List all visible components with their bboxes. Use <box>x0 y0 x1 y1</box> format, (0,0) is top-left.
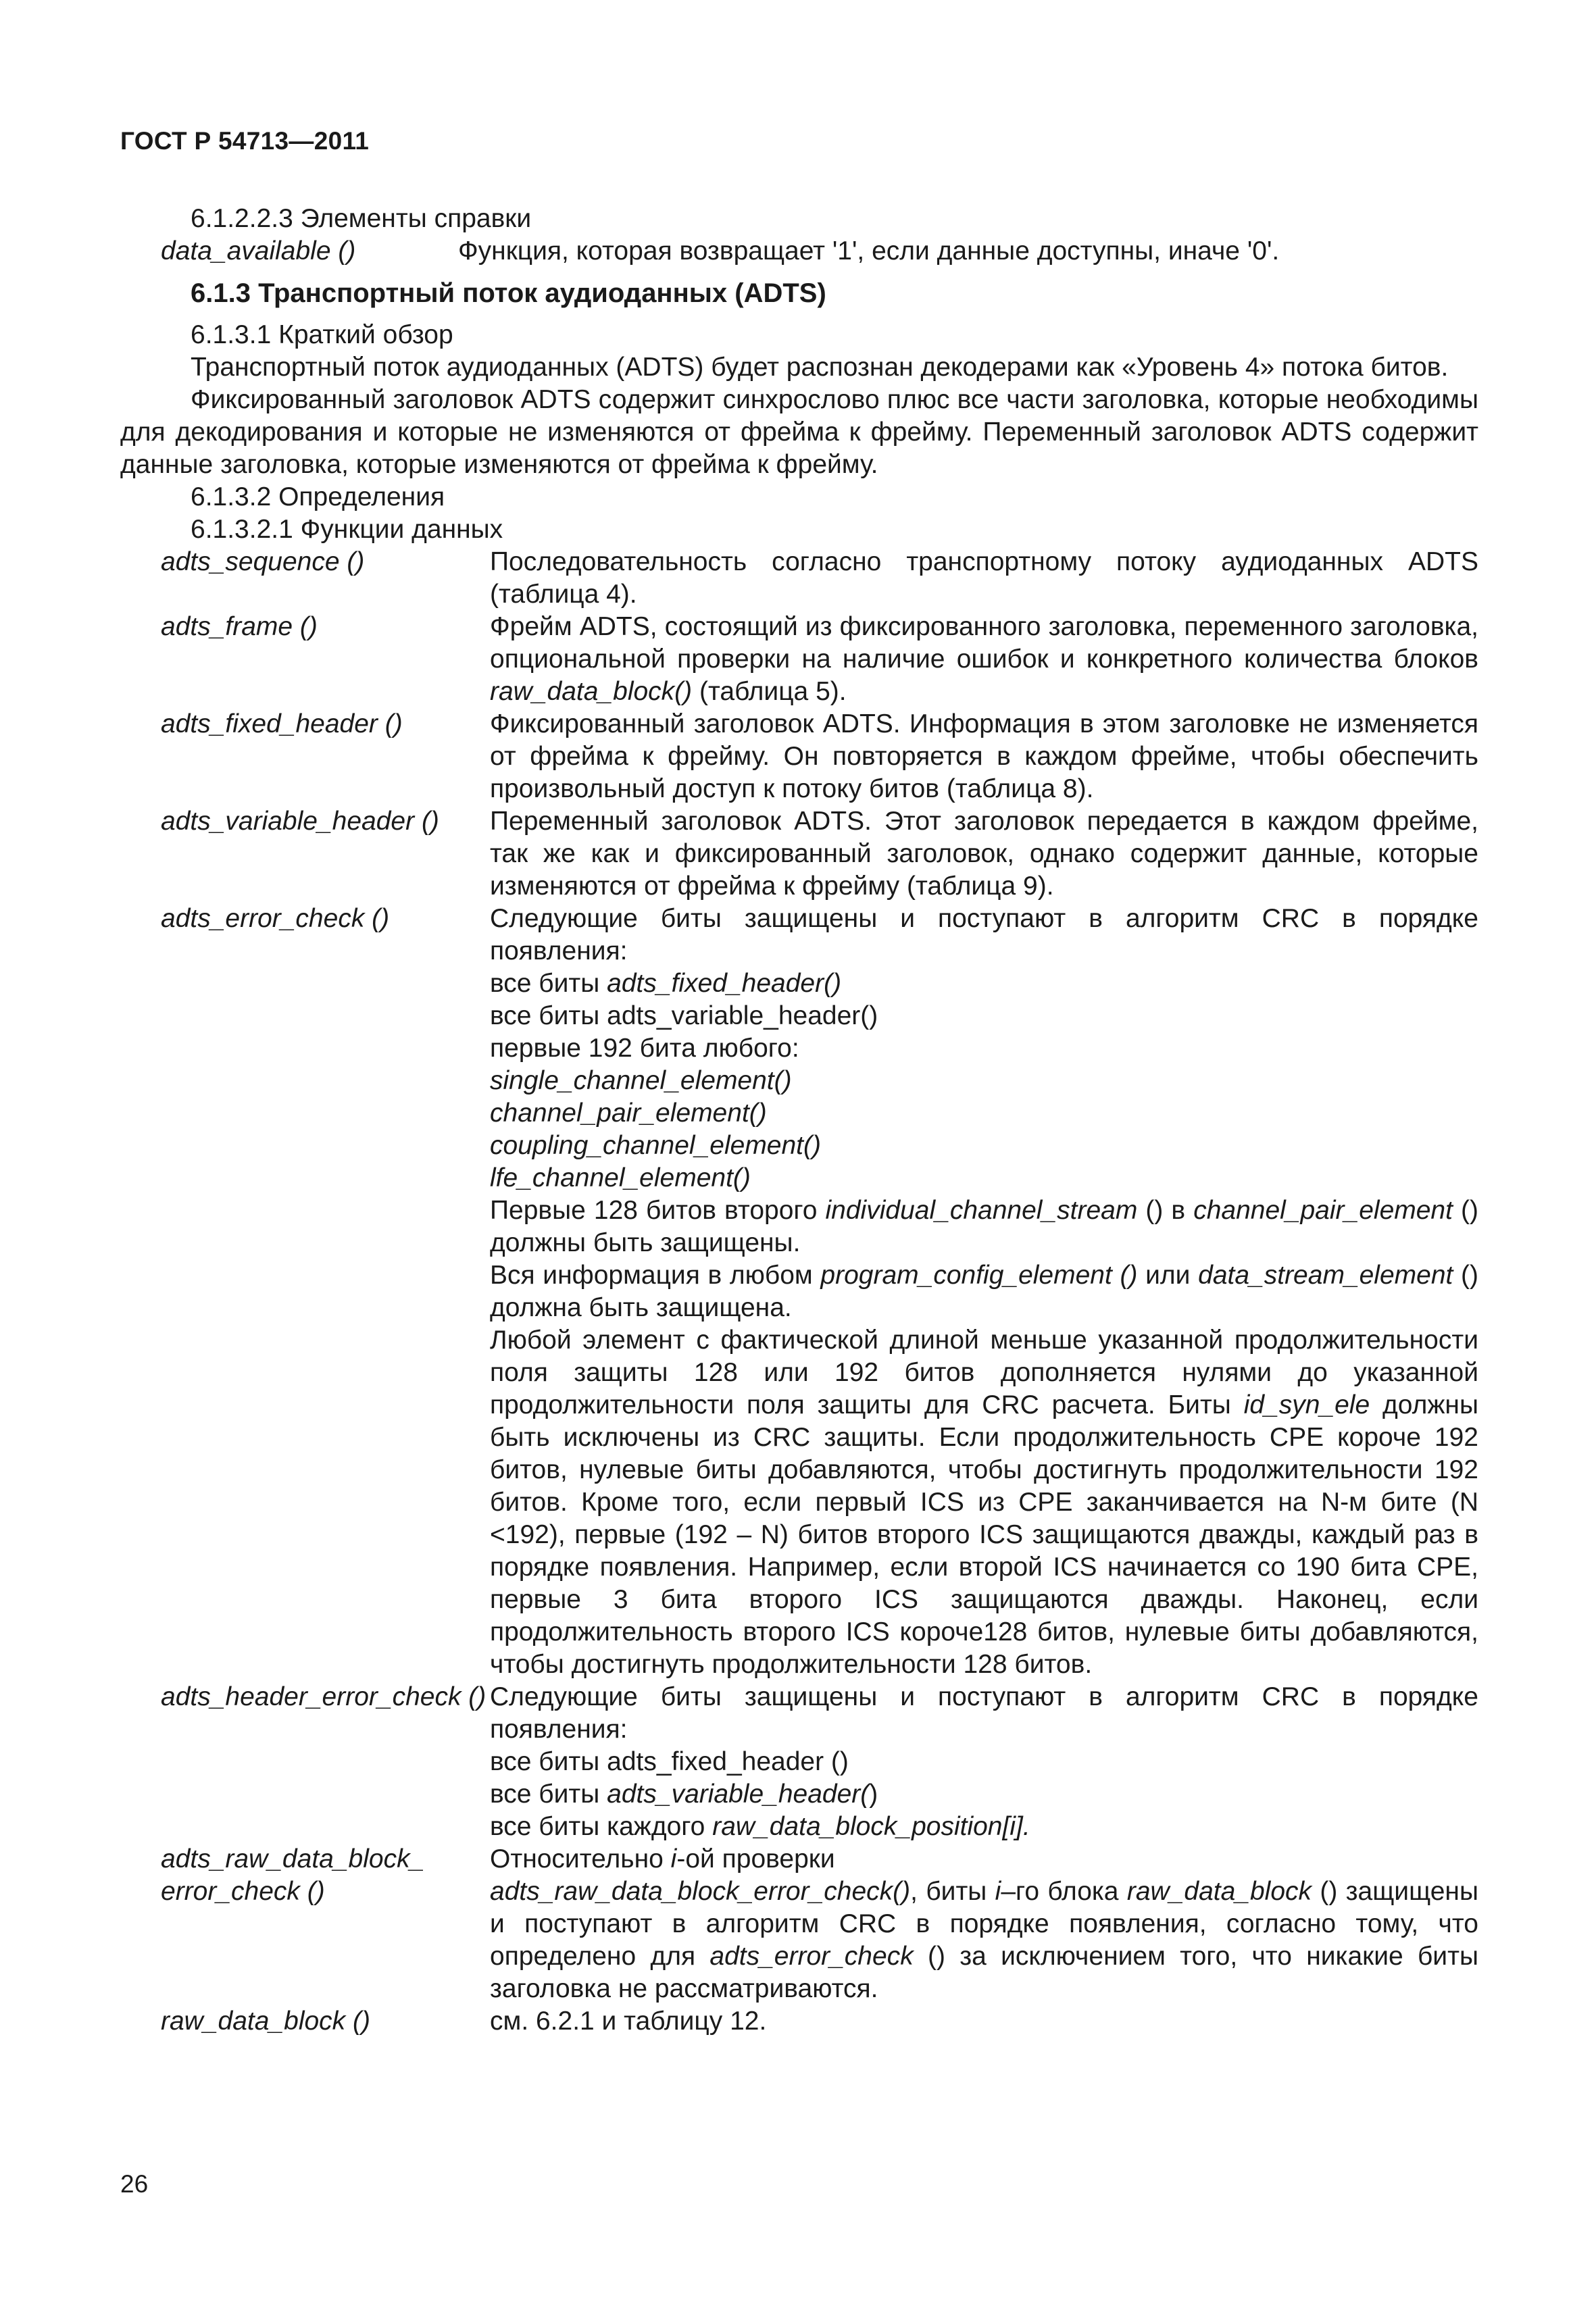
desc-italic: adts_error_check <box>709 1942 914 1971</box>
definition-description <box>490 611 1478 708</box>
desc-text: () должна быть защищена. <box>490 1261 1479 1322</box>
definition-term: adts_sequence () <box>161 547 365 576</box>
desc-italic: id_syn_ele <box>1243 1390 1370 1419</box>
desc-text: Вся информация в любом <box>490 1261 821 1290</box>
desc-italic: i <box>995 1877 1001 1906</box>
section-heading-61223: 6.1.2.2.3 Элементы справки <box>191 204 532 233</box>
definition-description: Переменный заголовок ADTS. Этот заголовок передается в каждом фрейме, так же как и фиксированный заголовок, однако содержит данные, которые изменяются от фрейма к фрейму (таблица 9). <box>490 807 1478 901</box>
definition-term: adts_error_check () <box>161 904 390 933</box>
definition-adts-sequence <box>120 546 1478 611</box>
desc-italic: adts_fixed_header() <box>607 969 842 998</box>
desc-italic: adts_variable_header( <box>607 1780 870 1809</box>
definition-term: adts_frame () <box>161 612 318 641</box>
definition-adts-variable-header <box>120 805 1478 903</box>
section-title-613: 6.1.3 Транспортный поток аудиоданных (ADTS) <box>191 278 826 308</box>
definition-data-available <box>120 235 1478 268</box>
definition-description: Фиксированный заголовок ADTS. Информация в этом заголовке не изменяется от фрейма к фрейму. Он повторяется в каждом фрейме, чтобы обеспечить произвольный доступ к потоку битов (таблица 8). <box>490 709 1478 803</box>
desc-text: ) <box>869 1780 878 1809</box>
section-heading-6131: 6.1.3.1 Краткий обзор <box>191 320 453 349</box>
desc-line: coupling_channel_element() <box>490 1131 821 1160</box>
desc-paragraph <box>490 1324 1478 1681</box>
definition-term: data_available () <box>161 236 356 266</box>
desc-line <box>490 1843 1478 1876</box>
desc-line: все биты adts_variable_header() <box>490 1001 878 1030</box>
desc-line: все биты adts_fixed_header () <box>490 1747 849 1776</box>
desc-line: channel_pair_element() <box>490 1099 767 1128</box>
desc-italic: raw_data_block() <box>490 677 693 706</box>
page-number: 26 <box>120 2170 149 2198</box>
definition-raw-data-block <box>120 2005 1478 2038</box>
desc-intro: Следующие биты защищены и поступают в алгоритм CRC в порядке появления: <box>490 904 1478 965</box>
desc-line: lfe_channel_element() <box>490 1163 751 1192</box>
desc-line <box>490 1778 1478 1811</box>
overview-paragraph-1: Транспортный поток аудиоданных (ADTS) будет распознан декодерами как «Уровень 4» потока битов. <box>191 353 1449 382</box>
desc-text: или <box>1137 1261 1199 1290</box>
desc-text: () в <box>1137 1196 1194 1225</box>
definition-description: Последовательность согласно транспортному потоку аудиоданных ADTS (таблица 4). <box>490 547 1478 609</box>
desc-text: все биты каждого <box>490 1812 713 1841</box>
desc-line: первые 192 бита любого: <box>490 1034 799 1063</box>
desc-line <box>490 1811 1478 1843</box>
desc-paragraph <box>490 1259 1478 1324</box>
definition-description <box>490 903 1478 1681</box>
desc-italic: individual_channel_stream <box>825 1196 1138 1225</box>
definition-description <box>490 1843 1478 2005</box>
definition-term: adts_fixed_header () <box>161 709 403 738</box>
document-body <box>120 203 1478 2038</box>
definition-description: Функция, которая возвращает '1', если данные доступны, иначе '0'. <box>458 236 1280 266</box>
desc-paragraph <box>490 1876 1478 2005</box>
definition-adts-raw-data-block-error-check <box>120 1843 1478 2005</box>
desc-paragraph <box>490 1194 1478 1259</box>
desc-italic: i <box>670 1844 677 1873</box>
desc-intro: Следующие биты защищены и поступают в алгоритм CRC в порядке появления: <box>490 1682 1478 1744</box>
document-id-header: ГОСТ Р 54713—2011 <box>120 127 370 155</box>
desc-text: все биты <box>490 1780 607 1809</box>
desc-italic: channel_pair_element <box>1193 1196 1453 1225</box>
desc-text: Любой элемент с фактической длиной меньше указанной продолжительности поля защиты 128 или 192 битов дополняется нулями до указанной продолжительности поля защиты для CRC расчета. Биты <box>490 1326 1478 1419</box>
section-heading-6132: 6.1.3.2 Определения <box>191 482 445 511</box>
overview-paragraph-2: Фиксированный заголовок ADTS содержит синхрослово плюс все части заголовка, которые необходимы для декодирования и которые не изменяются от фрейма к фрейму. Переменный заголовок ADTS содержит данные заголовка, которые изменяются от фрейма к фрейму. <box>120 385 1478 479</box>
section-heading-61321: 6.1.3.2.1 Функции данных <box>191 515 503 544</box>
definition-term: raw_data_block () <box>161 2007 370 2036</box>
definition-adts-fixed-header <box>120 708 1478 805</box>
definition-term: adts_variable_header () <box>161 807 439 836</box>
desc-text: –го блока <box>1001 1877 1127 1906</box>
desc-text: () защищены и поступают в алгоритм CRC в порядке появления, согласно тому, что определено для <box>490 1877 1479 1971</box>
definition-adts-error-check <box>120 903 1478 1681</box>
term-line: adts_raw_data_block_ <box>161 1844 425 1873</box>
desc-text: Фрейм ADTS, состоящий из фиксированного заголовка, переменного заголовка, опциональной проверки на наличие ошибок и конкретного количества блоков <box>490 612 1478 674</box>
desc-text: должны быть исключены из CRC защиты. Если продолжительность CPE короче 192 битов, нулевые биты добавляются, чтобы достигнуть продолжительности 192 битов. Кроме того, если первый ICS из CPE заканчивается на N-м бите (N <192), первые (192 – N) битов второго ICS защищаются дважды, каждый раз в порядке появления. Например, если второй ICS начинается со 190 бита CPE, первые 3 бита второго ICS защищаются дважды. Наконец, если продолжительность второго ICS короче128 битов, нулевые биты добавляются, чтобы достигнуть продолжительности 128 битов. <box>490 1390 1478 1679</box>
desc-text: Первые 128 битов второго <box>490 1196 826 1225</box>
definition-adts-frame <box>120 611 1478 708</box>
desc-italic: raw_data_block_position[i]. <box>712 1812 1030 1841</box>
desc-line: single_channel_element() <box>490 1066 792 1095</box>
desc-italic: data_stream_element <box>1198 1261 1453 1290</box>
desc-line <box>490 967 1478 1000</box>
definition-description: см. 6.2.1 и таблицу 12. <box>490 2007 767 2036</box>
desc-text: , биты <box>910 1877 995 1906</box>
desc-text: () должны быть защищены. <box>490 1196 1478 1257</box>
desc-italic: raw_data_block <box>1126 1877 1312 1906</box>
desc-text: все биты <box>490 969 607 998</box>
term-line: error_check () <box>161 1877 325 1906</box>
definition-term <box>120 1843 490 2005</box>
desc-italic: program_config_element () <box>820 1261 1138 1290</box>
desc-text: (таблица 5). <box>692 677 847 706</box>
definition-adts-header-error-check <box>120 1681 1478 1843</box>
desc-italic: adts_raw_data_block_error_check() <box>490 1877 911 1906</box>
desc-text: -ой проверки <box>676 1844 835 1873</box>
desc-text: () за исключением того, что никакие биты заголовка не рассматриваются. <box>490 1942 1478 2003</box>
desc-text: Относительно <box>490 1844 671 1873</box>
definition-description <box>490 1681 1478 1843</box>
definition-term: adts_header_error_check () <box>161 1682 487 1711</box>
